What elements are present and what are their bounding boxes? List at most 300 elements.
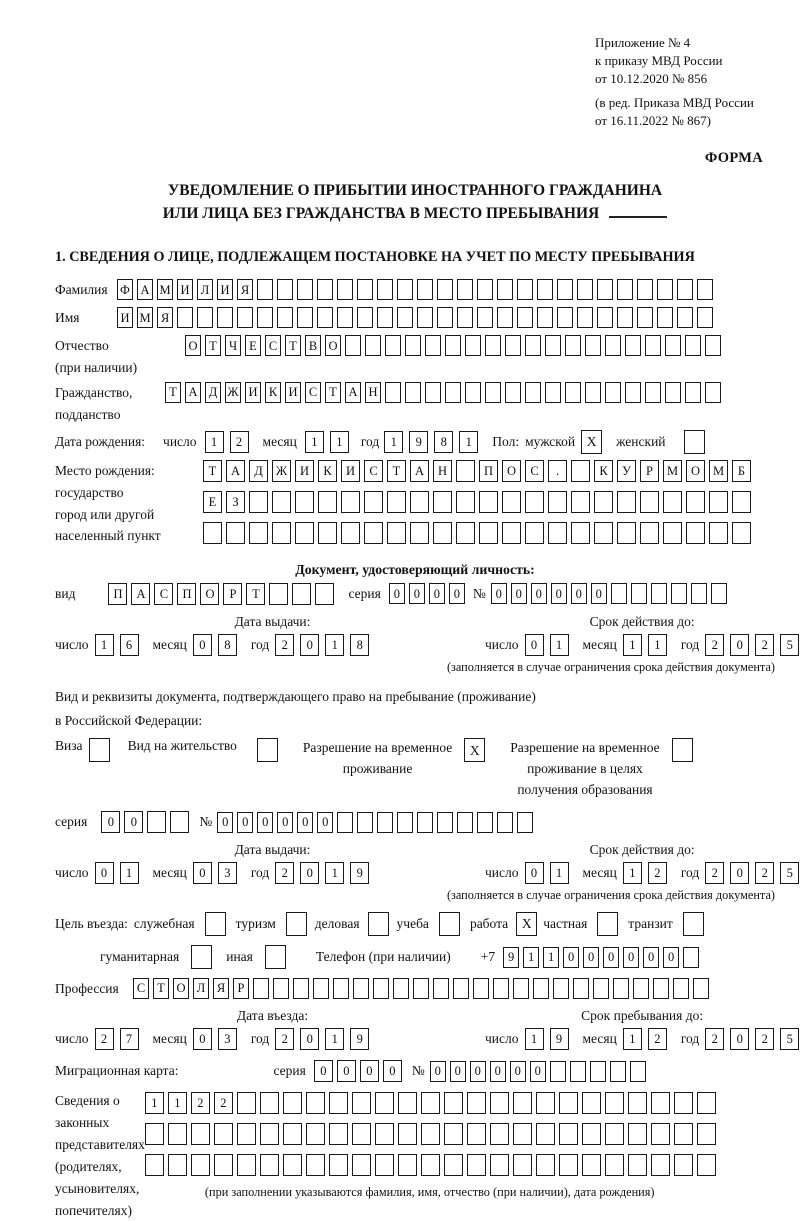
char-box[interactable]: 5 [780,634,799,656]
char-box[interactable] [387,491,406,513]
char-box[interactable]: 0 [449,583,465,604]
char-box[interactable]: Е [203,491,222,513]
char-box[interactable] [352,1123,371,1145]
char-box[interactable]: 0 [623,947,639,968]
char-box[interactable]: 0 [409,583,425,604]
char-box[interactable] [497,279,513,300]
char-box[interactable] [630,1061,646,1082]
char-box[interactable] [260,1092,279,1114]
char-box[interactable]: 1 [95,634,114,656]
char-box[interactable]: 0 [237,812,253,833]
char-box[interactable] [205,912,226,936]
char-box[interactable] [585,335,601,356]
char-box[interactable] [490,1154,509,1176]
char-box[interactable] [674,1123,693,1145]
char-box[interactable] [590,1061,606,1082]
char-box[interactable] [633,978,649,999]
char-box[interactable]: 0 [383,1060,402,1082]
char-box[interactable] [467,1092,486,1114]
char-box[interactable] [613,978,629,999]
char-box[interactable] [277,307,293,328]
char-box[interactable] [617,491,636,513]
char-box[interactable]: С [305,382,321,403]
char-box[interactable]: 0 [193,634,212,656]
char-box[interactable] [375,1154,394,1176]
char-box[interactable]: 1 [523,947,539,968]
char-box[interactable] [393,978,409,999]
char-box[interactable] [318,491,337,513]
char-box[interactable]: 0 [101,811,120,833]
char-box[interactable] [337,812,353,833]
char-box[interactable] [357,812,373,833]
char-box[interactable]: 0 [217,812,233,833]
char-box[interactable] [525,382,541,403]
char-box[interactable] [517,279,533,300]
char-box[interactable] [260,1123,279,1145]
char-box[interactable]: 0 [300,862,319,884]
char-box[interactable]: 2 [275,862,294,884]
char-box[interactable]: 1 [325,634,344,656]
char-box[interactable] [249,491,268,513]
char-box[interactable]: 1 [330,431,349,453]
char-box[interactable] [505,335,521,356]
char-box[interactable] [651,583,667,604]
char-box[interactable] [283,1154,302,1176]
char-box[interactable] [617,279,633,300]
char-box[interactable] [465,335,481,356]
char-box[interactable] [385,335,401,356]
char-box[interactable]: 0 [511,583,527,604]
char-box[interactable] [306,1154,325,1176]
char-box[interactable] [457,812,473,833]
char-box[interactable]: 2 [648,1028,667,1050]
char-box[interactable]: 5 [780,862,799,884]
char-box[interactable] [705,335,721,356]
char-box[interactable]: 5 [780,1028,799,1050]
char-box[interactable]: 0 [730,862,749,884]
char-box[interactable] [191,1123,210,1145]
char-box[interactable] [357,279,373,300]
char-box[interactable] [237,1123,256,1145]
char-box[interactable]: 0 [317,812,333,833]
char-box[interactable] [253,978,269,999]
char-box[interactable]: 0 [551,583,567,604]
char-box[interactable] [473,978,489,999]
char-box[interactable] [697,1123,716,1145]
char-box[interactable] [685,335,701,356]
char-box[interactable]: 0 [525,634,544,656]
char-box[interactable]: Т [246,583,265,605]
char-box[interactable] [237,1154,256,1176]
char-box[interactable]: 0 [571,583,587,604]
char-box[interactable] [177,307,193,328]
char-box[interactable] [617,522,636,544]
char-box[interactable] [533,978,549,999]
char-box[interactable] [410,491,429,513]
char-box[interactable]: 0 [297,812,313,833]
char-box[interactable]: 8 [350,634,369,656]
char-box[interactable] [249,522,268,544]
char-box[interactable]: 1 [550,634,569,656]
char-box[interactable] [217,307,233,328]
char-box[interactable] [306,1123,325,1145]
char-box[interactable] [337,307,353,328]
char-box[interactable]: И [295,460,314,482]
char-box[interactable] [437,307,453,328]
char-box[interactable]: Р [640,460,659,482]
char-box[interactable]: М [137,307,153,328]
char-box[interactable] [557,307,573,328]
char-box[interactable] [663,491,682,513]
char-box[interactable] [368,912,389,936]
char-box[interactable]: П [108,583,127,605]
char-box[interactable]: Ч [225,335,241,356]
char-box[interactable] [559,1092,578,1114]
char-box[interactable] [398,1123,417,1145]
char-box[interactable] [226,522,245,544]
char-box[interactable] [697,279,713,300]
char-box[interactable] [573,978,589,999]
char-box[interactable] [457,307,473,328]
char-box[interactable]: 2 [275,634,294,656]
char-box[interactable] [317,307,333,328]
char-box[interactable]: У [617,460,636,482]
char-box[interactable] [191,945,212,969]
char-box[interactable] [677,279,693,300]
char-box[interactable] [625,335,641,356]
char-box[interactable] [405,382,421,403]
char-box[interactable]: Р [223,583,242,605]
char-box[interactable] [313,978,329,999]
char-box[interactable] [485,335,501,356]
char-box[interactable] [272,491,291,513]
char-box[interactable]: А [410,460,429,482]
char-box[interactable] [657,279,673,300]
char-box[interactable]: 7 [120,1028,139,1050]
char-box[interactable]: Ж [272,460,291,482]
char-box[interactable]: С [133,978,149,999]
char-box[interactable] [214,1154,233,1176]
char-box[interactable]: 2 [648,862,667,884]
char-box[interactable]: Д [249,460,268,482]
char-box[interactable] [397,279,413,300]
char-box[interactable]: 0 [124,811,143,833]
char-box[interactable] [341,491,360,513]
char-box[interactable] [329,1092,348,1114]
char-box[interactable] [537,279,553,300]
char-box[interactable] [657,307,673,328]
char-box[interactable] [490,1123,509,1145]
char-box[interactable] [295,491,314,513]
char-box[interactable] [417,279,433,300]
char-box[interactable]: 0 [563,947,579,968]
char-box[interactable] [477,812,493,833]
char-box[interactable]: 0 [603,947,619,968]
char-box[interactable] [497,812,513,833]
char-box[interactable] [467,1123,486,1145]
char-box[interactable] [333,978,349,999]
char-box[interactable] [439,912,460,936]
char-box[interactable] [147,811,166,833]
char-box[interactable] [265,945,286,969]
char-box[interactable] [536,1123,555,1145]
char-box[interactable] [705,382,721,403]
char-box[interactable] [485,382,501,403]
char-box[interactable] [425,382,441,403]
char-box[interactable] [377,812,393,833]
char-box[interactable] [479,522,498,544]
char-box[interactable]: 3 [218,862,237,884]
char-box[interactable]: 0 [663,947,679,968]
char-box[interactable] [628,1154,647,1176]
char-box[interactable]: 0 [257,812,273,833]
char-box[interactable] [594,491,613,513]
char-box[interactable]: Т [387,460,406,482]
char-box[interactable] [653,978,669,999]
char-box[interactable]: 2 [755,1028,774,1050]
char-box[interactable]: Т [153,978,169,999]
char-box[interactable] [513,1092,532,1114]
char-box[interactable]: 0 [525,862,544,884]
char-box[interactable]: 0 [193,1028,212,1050]
char-box[interactable] [297,279,313,300]
char-box[interactable] [691,583,707,604]
char-box[interactable]: Т [203,460,222,482]
char-box[interactable]: 1 [550,862,569,884]
char-box[interactable] [505,382,521,403]
char-box[interactable] [565,335,581,356]
char-box[interactable] [671,583,687,604]
char-box[interactable] [513,1154,532,1176]
char-box[interactable] [663,522,682,544]
char-box[interactable]: Я [157,307,173,328]
char-box[interactable]: 2 [230,431,249,453]
char-box[interactable] [557,279,573,300]
char-box[interactable]: 0 [300,634,319,656]
char-box[interactable] [283,1123,302,1145]
char-box[interactable]: 0 [470,1061,486,1082]
char-box[interactable]: Л [197,279,213,300]
char-box[interactable] [674,1154,693,1176]
char-box[interactable] [697,1092,716,1114]
char-box[interactable]: А [226,460,245,482]
char-box[interactable] [582,1123,601,1145]
char-box[interactable]: Т [205,335,221,356]
char-box[interactable]: М [709,460,728,482]
char-box[interactable]: К [265,382,281,403]
char-box[interactable]: 0 [491,583,507,604]
char-box[interactable]: Я [213,978,229,999]
char-box[interactable]: 2 [705,634,724,656]
char-box[interactable] [582,1092,601,1114]
char-box[interactable]: 6 [120,634,139,656]
char-box[interactable] [577,279,593,300]
char-box[interactable] [605,382,621,403]
char-box[interactable]: Н [365,382,381,403]
char-box[interactable] [453,978,469,999]
char-box[interactable] [373,978,389,999]
char-box[interactable]: 2 [95,1028,114,1050]
char-box[interactable] [709,522,728,544]
char-box[interactable] [585,382,601,403]
char-box[interactable]: И [341,460,360,482]
char-box[interactable]: М [663,460,682,482]
char-box[interactable] [413,978,429,999]
char-box[interactable]: 2 [755,862,774,884]
char-box[interactable]: 1 [525,1028,544,1050]
char-box[interactable] [445,382,461,403]
char-box[interactable]: Б [732,460,751,482]
char-box[interactable]: 2 [705,862,724,884]
char-box[interactable]: 9 [409,431,428,453]
char-box[interactable] [605,1154,624,1176]
char-box[interactable] [457,279,473,300]
char-box[interactable]: А [131,583,150,605]
char-box[interactable] [628,1092,647,1114]
char-box[interactable] [421,1123,440,1145]
char-box[interactable]: 1 [120,862,139,884]
char-box[interactable]: 0 [300,1028,319,1050]
char-box[interactable]: 9 [503,947,519,968]
char-box[interactable] [582,1154,601,1176]
char-box[interactable]: 8 [218,634,237,656]
char-box[interactable]: И [285,382,301,403]
char-box[interactable] [317,279,333,300]
char-box[interactable]: 0 [730,634,749,656]
char-box[interactable]: М [157,279,173,300]
char-box[interactable] [570,1061,586,1082]
char-box[interactable]: 9 [550,1028,569,1050]
char-box[interactable] [405,335,421,356]
char-box[interactable] [597,912,618,936]
char-box[interactable] [352,1154,371,1176]
char-box[interactable] [364,491,383,513]
char-box[interactable] [293,978,309,999]
char-box[interactable] [283,1092,302,1114]
char-box[interactable] [170,811,189,833]
char-box[interactable] [525,335,541,356]
char-box[interactable] [611,583,627,604]
char-box[interactable]: . [548,460,567,482]
char-box[interactable] [479,491,498,513]
char-box[interactable]: 0 [591,583,607,604]
char-box[interactable] [685,382,701,403]
char-box[interactable] [444,1123,463,1145]
char-box[interactable]: 1 [384,431,403,453]
char-box[interactable] [610,1061,626,1082]
char-box[interactable] [677,307,693,328]
char-box[interactable]: Н [433,460,452,482]
char-box[interactable] [637,307,653,328]
char-box[interactable] [168,1154,187,1176]
char-box[interactable] [597,279,613,300]
char-box[interactable] [375,1092,394,1114]
char-box[interactable]: 0 [360,1060,379,1082]
char-box[interactable]: 0 [277,812,293,833]
char-box[interactable] [387,522,406,544]
char-box[interactable] [525,522,544,544]
char-box[interactable] [571,522,590,544]
char-box[interactable]: О [502,460,521,482]
char-box[interactable]: 0 [531,583,547,604]
char-box[interactable] [297,307,313,328]
char-box[interactable] [341,522,360,544]
char-box[interactable] [617,307,633,328]
char-box[interactable]: 1 [543,947,559,968]
char-box[interactable] [257,279,273,300]
char-box[interactable] [377,279,393,300]
char-box[interactable] [445,335,461,356]
char-box[interactable] [433,522,452,544]
char-box[interactable]: А [185,382,201,403]
char-box[interactable] [550,1061,566,1082]
char-box[interactable] [433,978,449,999]
char-box[interactable] [477,279,493,300]
char-box[interactable]: 0 [430,1061,446,1082]
char-box[interactable] [329,1123,348,1145]
char-box[interactable] [497,307,513,328]
char-box[interactable] [352,1092,371,1114]
char-box[interactable] [465,382,481,403]
char-box[interactable] [536,1092,555,1114]
char-box[interactable] [421,1154,440,1176]
char-box[interactable]: 1 [623,1028,642,1050]
char-box[interactable] [625,382,641,403]
char-box[interactable] [433,491,452,513]
char-box[interactable]: Ж [225,382,241,403]
char-box[interactable] [306,1092,325,1114]
char-box[interactable] [456,460,475,482]
char-box[interactable] [651,1123,670,1145]
char-box[interactable] [493,978,509,999]
char-box[interactable] [398,1092,417,1114]
char-box[interactable]: 2 [275,1028,294,1050]
char-box[interactable] [732,491,751,513]
char-box[interactable]: К [318,460,337,482]
char-box[interactable]: 0 [510,1061,526,1082]
char-box[interactable] [665,335,681,356]
char-box[interactable]: 1 [325,1028,344,1050]
char-box[interactable] [375,1123,394,1145]
char-box[interactable]: Л [193,978,209,999]
char-box[interactable]: 1 [623,634,642,656]
char-box[interactable] [437,812,453,833]
char-box[interactable] [437,279,453,300]
char-box[interactable] [594,522,613,544]
char-box[interactable] [686,522,705,544]
char-box[interactable]: О [686,460,705,482]
char-box[interactable]: 0 [583,947,599,968]
char-box[interactable] [631,583,647,604]
char-box[interactable] [365,335,381,356]
char-box[interactable] [203,522,222,544]
char-box[interactable]: X [581,430,602,454]
char-box[interactable]: О [173,978,189,999]
char-box[interactable] [686,491,705,513]
char-box[interactable]: А [345,382,361,403]
char-box[interactable]: А [137,279,153,300]
char-box[interactable] [397,812,413,833]
char-box[interactable] [502,491,521,513]
char-box[interactable] [571,491,590,513]
char-box[interactable] [640,491,659,513]
char-box[interactable]: 2 [214,1092,233,1114]
char-box[interactable] [410,522,429,544]
char-box[interactable]: 2 [705,1028,724,1050]
char-box[interactable] [711,583,727,604]
char-box[interactable]: Т [325,382,341,403]
char-box[interactable] [709,491,728,513]
